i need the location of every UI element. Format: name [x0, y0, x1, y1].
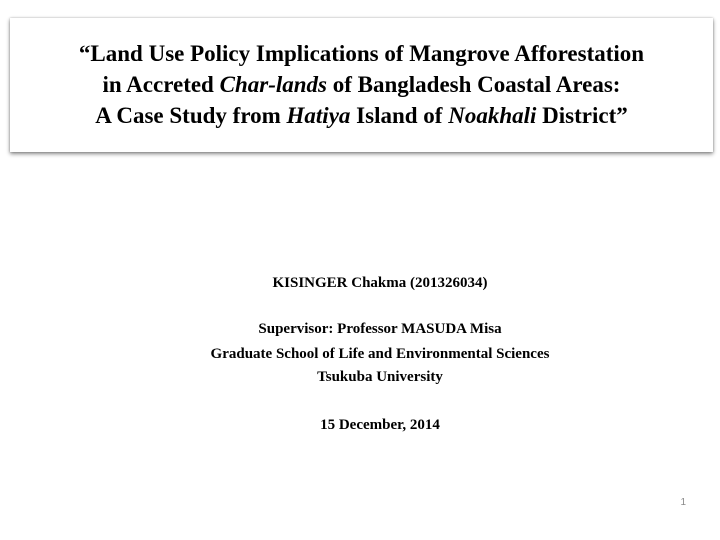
title-line-1	[10, 38, 713, 69]
title-hatiya: Hatiya	[286, 103, 351, 128]
graduate-school: Graduate School of Life and Environmental Sciences	[210, 346, 550, 362]
title-char-lands: Char-lands	[219, 72, 327, 97]
presentation-date: 15 December, 2014	[320, 417, 440, 433]
author-name: KISINGER Chakma (201326034)	[272, 275, 488, 291]
title-line-3-middle: Island of	[350, 103, 449, 128]
title-noakhali: Noakhali	[448, 103, 537, 128]
university-name: Tsukuba University	[317, 369, 443, 385]
supervisor-name: Supervisor: Professor MASUDA Misa	[258, 321, 502, 337]
title-box	[10, 18, 713, 152]
title-line-3-text: A Case Study from	[95, 103, 287, 128]
title-line-3	[10, 100, 713, 131]
title-line-1-text: “Land Use Policy Implications of Mangrove Afforestation	[78, 41, 645, 66]
title-line-3-rest: District”	[536, 103, 628, 128]
title-line-2	[10, 69, 713, 100]
slide-number: 1	[680, 497, 686, 508]
title-line-2-rest: of Bangladesh Coastal Areas:	[326, 72, 621, 97]
title-line-2-text: in Accreted	[102, 72, 220, 97]
